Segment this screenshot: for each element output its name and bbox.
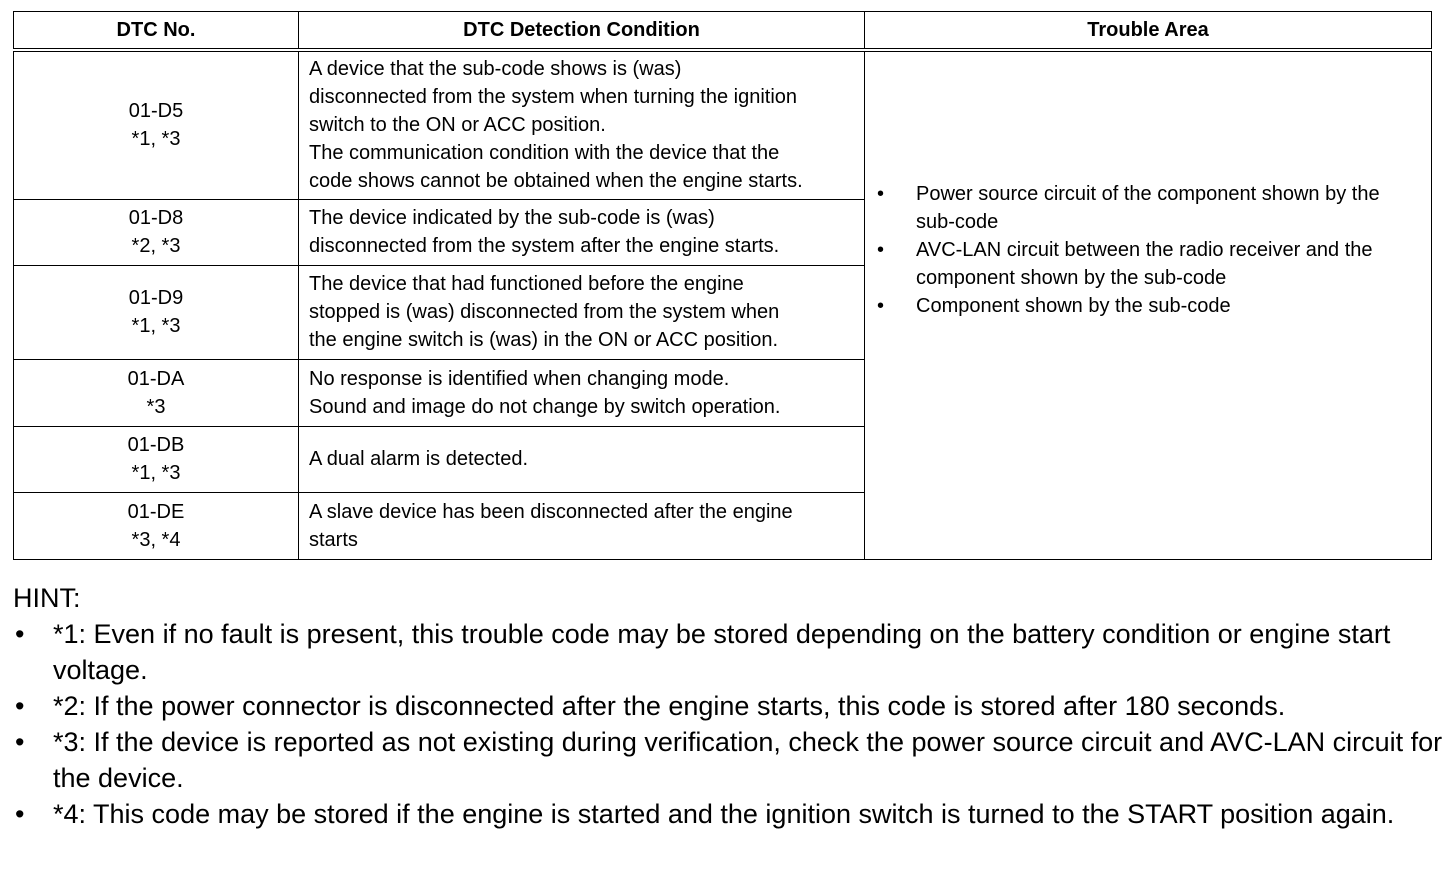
dtc-code-cell — [14, 199, 299, 265]
condition-text: A device that the sub-code shows is (was) — [309, 58, 682, 81]
condition-text: Sound and image do not change by switch operation. — [309, 395, 781, 418]
dtc-code: 01-DE — [127, 500, 185, 523]
dtc-code-cell — [14, 359, 299, 426]
hint-item — [13, 724, 1443, 796]
hint-text: *2: If the power connector is disconnected after the engine starts, this code is stored after 180 seconds. — [53, 691, 1286, 721]
condition-text: starts — [309, 528, 358, 551]
hint-text: *3: If the device is reported as not existing during verification, check the power source circuit and AVC-LAN circuit for the device. — [53, 727, 1443, 793]
hint-item — [13, 616, 1443, 688]
condition-text: code shows cannot be obtained when the engine starts. — [309, 170, 803, 193]
dtc-code: 01-D8 — [128, 207, 184, 229]
condition-text: disconnected from the system when turning the ignition — [309, 86, 798, 109]
table-row — [14, 50, 1432, 199]
trouble-area-text: AVC-LAN circuit between the radio receiver and the component shown by the sub-code — [916, 239, 1373, 290]
hint-section — [13, 580, 1443, 832]
dtc-notes: *1, *3 — [131, 462, 181, 484]
detection-condition-cell — [299, 50, 865, 199]
bullet-icon: • — [15, 727, 25, 757]
condition-text: disconnected from the system after the engine starts. — [309, 235, 780, 257]
bullet-icon: • — [877, 183, 885, 206]
trouble-area-list — [873, 180, 1417, 320]
trouble-area-text: Component shown by the sub-code — [916, 295, 1231, 318]
hint-text: *1: Even if no fault is present, this trouble code may be stored depending on the battery condition or engine start voltage. — [53, 619, 1391, 685]
dtc-code-cell — [14, 492, 299, 559]
hint-title: HINT: — [13, 583, 81, 613]
condition-text: A slave device has been disconnected after the engine — [309, 500, 793, 523]
header-dtc-no: DTC No. — [14, 12, 299, 51]
detection-condition-cell — [299, 426, 865, 492]
header-detection-condition: DTC Detection Condition — [299, 12, 865, 51]
trouble-area-item — [873, 292, 1417, 320]
dtc-notes: *2, *3 — [131, 235, 181, 257]
condition-text: The communication condition with the device that the — [309, 142, 780, 165]
hint-text: *4: This code may be stored if the engine is started and the ignition switch is turned to the START position again. — [53, 799, 1395, 829]
bullet-icon: • — [15, 799, 25, 829]
condition-text: A dual alarm is detected. — [309, 448, 529, 470]
trouble-area-item — [873, 236, 1417, 292]
dtc-code: 01-DA — [127, 367, 185, 390]
trouble-area-cell — [865, 50, 1432, 559]
bullet-icon: • — [877, 239, 885, 262]
header-trouble-area: Trouble Area — [865, 12, 1432, 51]
dtc-code: 01-DB — [127, 434, 185, 456]
condition-text: The device indicated by the sub-code is (was) — [309, 207, 715, 229]
dtc-code-cell — [14, 265, 299, 359]
condition-text: the engine switch is (was) in the ON or ACC position. — [309, 329, 779, 351]
dtc-notes: *3, *4 — [131, 528, 181, 551]
dtc-code: 01-D9 — [128, 287, 184, 309]
dtc-code: 01-D5 — [128, 100, 184, 123]
hint-list — [13, 616, 1443, 832]
hint-item — [13, 688, 1443, 724]
dtc-code-cell — [14, 50, 299, 199]
trouble-area-text: Power source circuit of the component shown by the sub-code — [916, 183, 1380, 234]
detection-condition-cell — [299, 492, 865, 559]
detection-condition-cell — [299, 265, 865, 359]
bullet-icon: • — [15, 619, 25, 649]
condition-text: No response is identified when changing mode. — [309, 367, 730, 390]
condition-text: switch to the ON or ACC position. — [309, 114, 606, 137]
dtc-code-cell — [14, 426, 299, 492]
trouble-area-item — [873, 180, 1417, 236]
table-header-row — [14, 12, 1432, 51]
condition-text: The device that had functioned before the engine — [309, 273, 744, 295]
condition-text: stopped is (was) disconnected from the system when — [309, 301, 780, 323]
dtc-notes: *1, *3 — [131, 315, 181, 337]
hint-item — [13, 796, 1443, 832]
bullet-icon: • — [877, 295, 885, 318]
detection-condition-cell — [299, 359, 865, 426]
dtc-notes: *3 — [146, 395, 166, 418]
dtc-notes: *1, *3 — [131, 128, 181, 151]
dtc-table — [13, 11, 1432, 560]
detection-condition-cell — [299, 199, 865, 265]
bullet-icon: • — [15, 691, 25, 721]
